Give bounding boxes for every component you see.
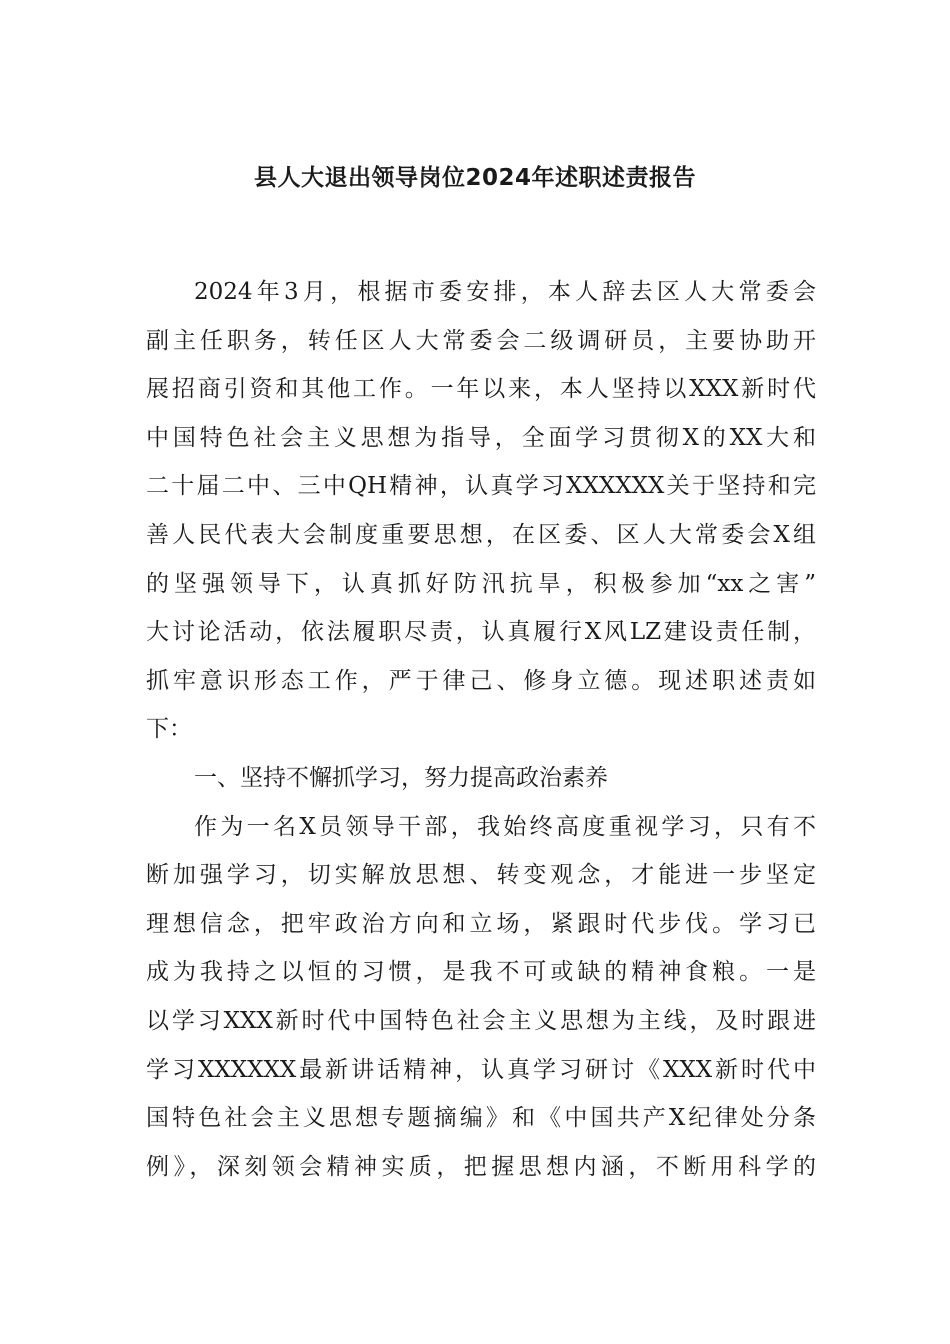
paragraph-line: 学习XXXXXX最新讲话精神，认真学习研讨《XXX新时代中 <box>146 1056 816 1083</box>
paragraph-line: 抓牢意识形态工作，严于律己、修身立德。现述职述责如 <box>146 667 816 694</box>
paragraph-line: 中国特色社会主义思想为指导，全面学习贯彻X的XX大和 <box>146 424 816 451</box>
paragraph-line: 善人民代表大会制度重要思想，在区委、区人大常委会X组 <box>146 521 816 548</box>
paragraph-line: 副主任职务，转任区人大常委会二级调研员，主要协助开 <box>146 327 816 354</box>
paragraph-line: 2024年3月，根据市委安排，本人辞去区人大常委会 <box>194 279 816 305</box>
document-title: 县人大退出领导岗位2024年述职述责报告 <box>253 165 696 191</box>
paragraph-line: 国特色社会主义思想专题摘编》和《中国共产X纪律处分条 <box>146 1105 816 1132</box>
paragraph-line: 例》，深刻领会精神实质，把握思想内涵，不断用科学的 <box>146 1153 816 1180</box>
paragraph-line: 作为一名X员领导干部，我始终高度重视学习，只有不 <box>194 813 816 840</box>
paragraph-line: 理想信念，把牢政治方向和立场，紧跟时代步伐。学习已 <box>146 910 816 937</box>
paragraph-line: 断加强学习，切实解放思想、转变观念，才能进一步坚定 <box>146 862 816 889</box>
paragraph-line: 大讨论活动，依法履职尽责，认真履行X风LZ建设责任制， <box>146 619 816 646</box>
paragraph-line: 成为我持之以恒的习惯，是我不可或缺的精神食粮。一是 <box>146 959 816 986</box>
paragraph-line: 的坚强领导下，认真抓好防汛抗旱，积极参加“xx之害” <box>146 570 816 597</box>
document-body <box>146 268 816 1191</box>
paragraph-line: 下： <box>146 716 192 743</box>
paragraph-line: 展招商引资和其他工作。一年以来，本人坚持以XXX新时代 <box>146 376 816 403</box>
paragraph-line: 二十届二中、三中QH精神，认真学习XXXXXX关于坚持和完 <box>146 473 816 500</box>
paragraph-line: 以学习XXX新时代中国特色社会主义思想为主线，及时跟进 <box>146 1007 816 1034</box>
paragraph-line: 一、坚持不懈抓学习，努力提高政治素养 <box>194 764 608 791</box>
